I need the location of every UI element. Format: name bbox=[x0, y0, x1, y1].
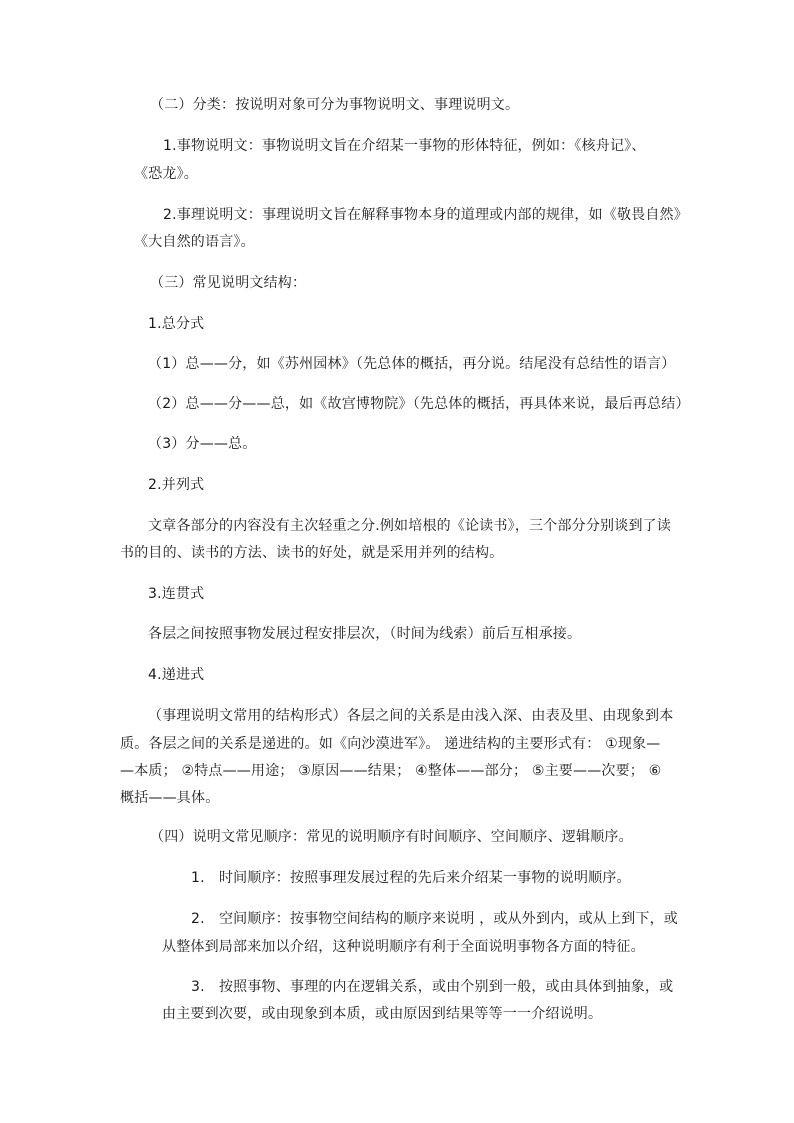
paragraph-line: 《恐龙》。 bbox=[134, 166, 198, 182]
paragraph-line: （2）总——分——总，如《故宫博物院》（先总体的概括，再具体来说，最后再总结） bbox=[148, 396, 690, 412]
section-heading-structure: （三）常见说明文结构： bbox=[150, 275, 307, 291]
paragraph-line: 2. 空间顺序：按事物空间结构的顺序来说明 ，或从外到内，或从上到下，或 bbox=[191, 911, 679, 927]
section-heading-order: （四）说明文常见顺序：常见的说明顺序有时间顺序、空间顺序、逻辑顺序。 bbox=[150, 829, 633, 845]
paragraph-line: （3）分——总。 bbox=[148, 436, 257, 452]
section-heading-classification: （二）分类：按说明对象可分为事物说明文、事理说明文。 bbox=[150, 97, 520, 113]
paragraph-line: 《大自然的语言》。 bbox=[134, 234, 255, 250]
paragraph-line: 从整体到局部来加以介绍，这种说明顺序有利于全面说明事物各方面的特征。 bbox=[162, 939, 645, 955]
paragraph-line: 1.事物说明文：事物说明文旨在介绍某一事物的形体特征，例如：《核舟记》、 bbox=[163, 138, 646, 154]
subheading-line: 1.总分式 bbox=[148, 316, 205, 332]
paragraph-line: （事理说明文常用的结构形式）各层之间的关系是由浅入深、由表及里、由现象到本 bbox=[148, 708, 674, 724]
paragraph-line: 质。各层之间的关系是递进的。如《向沙漠进军》。 递进结构的主要形式有： ①现象— bbox=[120, 736, 661, 752]
paragraph-line: 文章各部分的内容没有主次轻重之分.例如培根的《论读书》，三个部分分别谈到了读 bbox=[148, 518, 672, 534]
paragraph-line: 3. 按照事物、事理的内在逻辑关系，或由个别到一般，或由具体到抽象，或 bbox=[191, 979, 674, 995]
subheading-line: 4.递进式 bbox=[148, 667, 205, 683]
subheading-line: 2.并列式 bbox=[148, 477, 205, 493]
paragraph-line: 概括——具体。 bbox=[120, 790, 220, 806]
subheading-line: 3.连贯式 bbox=[148, 586, 205, 602]
paragraph-line: 书的目的、读书的方法、读书的好处，就是采用并列的结构。 bbox=[120, 545, 504, 561]
paragraph-line: 由主要到次要，或由现象到本质，或由原因到结果等等一一介绍说明。 bbox=[162, 1006, 603, 1022]
paragraph-line: 2.事理说明文：事理说明文旨在解释事物本身的道理或内部的规律，如《敬畏自然》 bbox=[163, 207, 688, 223]
paragraph-line: 各层之间按照事物发展过程安排层次，（时间为线索）前后互相承接。 bbox=[148, 626, 582, 642]
paragraph-line: —本质； ②特点——用途； ③原因——结果； ④整体——部分； ⑤主要——次要； ⑥ bbox=[120, 763, 662, 779]
paragraph-line: 1. 时间顺序：按照事理发展过程的先后来介绍某一事物的说明顺序。 bbox=[191, 870, 631, 886]
paragraph-line: （1）总——分，如《苏州园林》（先总体的概括，再分说。结尾没有总结性的语言） bbox=[148, 356, 676, 372]
